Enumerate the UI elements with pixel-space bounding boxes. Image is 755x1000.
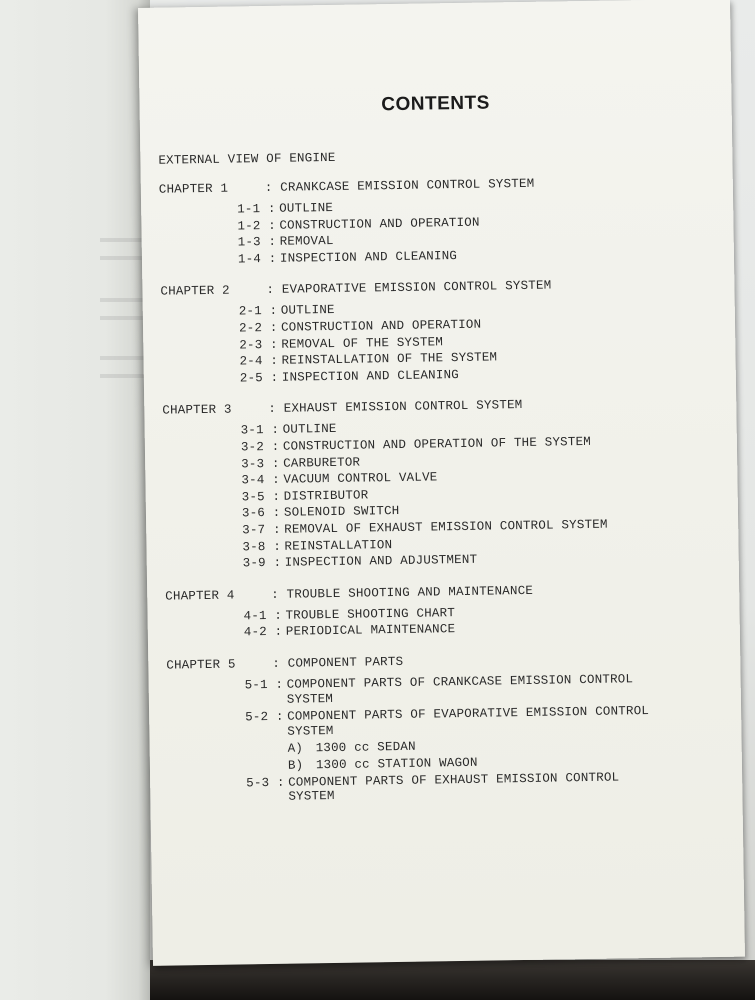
chapter-heading	[166, 655, 403, 673]
section-title: INSPECTION AND ADJUSTMENT	[284, 552, 478, 570]
section-entry	[238, 234, 334, 250]
section-title-continued: SYSTEM	[288, 789, 335, 804]
section-entry	[239, 335, 443, 352]
section-title: CONSTRUCTION AND OPERATION	[279, 215, 480, 233]
section-number: 3-3 :	[241, 456, 280, 472]
chapter-title: : EXHAUST EMISSION CONTROL SYSTEM	[268, 398, 523, 417]
external-view-entry	[158, 151, 335, 168]
subsection-entry	[288, 740, 416, 756]
section-number: 3-6 :	[241, 506, 281, 521]
section-entry	[243, 553, 478, 571]
left-page	[0, 0, 150, 1000]
external-view-label: EXTERNAL VIEW OF ENGINE	[158, 150, 336, 168]
section-number: 1-2 :	[237, 218, 277, 234]
section-title: OUTLINE	[280, 303, 335, 319]
chapter-title: : COMPONENT PARTS	[272, 654, 404, 671]
section-title: REINSTALLATION	[284, 537, 393, 554]
section-title: INSPECTION AND CLEANING	[281, 367, 460, 385]
section-title: REMOVAL OF THE SYSTEM	[281, 334, 444, 352]
section-title: REMOVAL OF EXHAUST EMISSION CONTROL SYSTEM	[284, 517, 608, 537]
subsection-title: 1300 cc STATION WAGON	[315, 755, 478, 773]
section-number: 4-2 :	[243, 625, 283, 640]
section-entry	[239, 303, 335, 319]
section-entry	[240, 368, 459, 385]
section-entry	[238, 249, 457, 266]
section-number: 3-1 :	[240, 423, 280, 438]
section-title: SOLENOID SWITCH	[283, 504, 400, 521]
section-entry	[246, 770, 619, 790]
section-number: 2-4 :	[239, 354, 279, 369]
section-title: OUTLINE	[282, 422, 337, 438]
section-number: 2-2 :	[238, 320, 278, 336]
subsection-mark: A)	[287, 741, 304, 757]
section-number: 3-8 :	[242, 539, 282, 555]
section-title: OUTLINE	[279, 200, 334, 216]
section-entry	[245, 704, 649, 724]
section-number: 4-1 :	[243, 608, 283, 624]
section-entry-continued	[288, 789, 334, 804]
subsection-entry	[288, 756, 478, 773]
section-entry	[241, 471, 437, 488]
section-entry	[243, 606, 455, 623]
section-title: VACUUM CONTROL VALVE	[283, 470, 438, 487]
table-surface	[150, 960, 755, 1000]
section-entry	[242, 488, 369, 504]
chapter-heading	[159, 177, 535, 197]
section-title: COMPONENT PARTS OF CRANKCASE EMISSION CONTROL	[286, 672, 634, 692]
section-number: 3-9 :	[242, 556, 282, 571]
section-title: DISTRIBUTOR	[283, 488, 369, 504]
section-number: 3-7 :	[242, 522, 281, 538]
table-of-contents	[138, 0, 745, 966]
subsection-title: 1300 cc SEDAN	[315, 740, 416, 756]
section-entry	[237, 201, 333, 217]
section-title-continued: SYSTEM	[287, 723, 334, 739]
chapter-number: CHAPTER 5	[166, 657, 236, 673]
section-title: CONSTRUCTION AND OPERATION	[280, 317, 482, 335]
chapter-heading	[162, 398, 522, 418]
section-number: 5-1 :	[244, 677, 284, 693]
section-title: INSPECTION AND CLEANING	[279, 248, 458, 266]
section-number: 3-5 :	[241, 489, 281, 505]
section-entry	[239, 351, 497, 369]
section-entry	[237, 215, 479, 233]
section-entry	[239, 318, 481, 336]
section-number: 2-5 :	[239, 370, 279, 386]
section-title: TROUBLE SHOOTING CHART	[285, 605, 456, 623]
section-number: 1-1 :	[237, 201, 276, 217]
section-number: 3-4 :	[241, 473, 281, 488]
section-entry	[242, 538, 392, 554]
section-number: 3-2 :	[240, 439, 280, 455]
section-title: COMPONENT PARTS OF EVAPORATIVE EMISSION CONTROL	[287, 704, 650, 724]
chapter-number: CHAPTER 3	[162, 402, 232, 419]
section-entry-continued	[287, 724, 333, 739]
section-title: COMPONENT PARTS OF EXHAUST EMISSION CONTROL	[288, 770, 620, 790]
section-title: REMOVAL	[279, 234, 334, 249]
section-entry	[241, 455, 360, 471]
section-title: CONSTRUCTION AND OPERATION OF THE SYSTEM	[282, 434, 592, 454]
section-entry	[242, 518, 608, 538]
section-entry	[244, 622, 456, 639]
chapter-heading	[160, 279, 551, 299]
section-number: 2-3 :	[239, 337, 278, 353]
section-number: 2-1 :	[238, 304, 278, 319]
chapter-title: : EVAPORATIVE EMISSION CONTROL SYSTEM	[266, 278, 552, 298]
chapter-title: : CRANKCASE EMISSION CONTROL SYSTEM	[264, 176, 535, 196]
section-entry-continued	[287, 692, 333, 707]
chapter-heading	[165, 584, 533, 604]
chapter-number: CHAPTER 1	[158, 181, 229, 197]
section-entry	[245, 672, 634, 692]
section-entry	[241, 422, 337, 438]
section-number: 1-3 :	[237, 235, 277, 250]
section-title: PERIODICAL MAINTENANCE	[285, 622, 456, 640]
section-title: CARBURETOR	[283, 455, 361, 471]
chapter-number: CHAPTER 2	[160, 283, 230, 300]
section-number: 5-3 :	[246, 775, 285, 790]
chapter-number: CHAPTER 4	[165, 588, 235, 604]
subsection-mark: B)	[287, 758, 304, 773]
page-title: CONTENTS	[381, 92, 490, 116]
section-entry	[242, 504, 400, 520]
contents-page	[138, 0, 745, 966]
section-entry	[241, 435, 591, 454]
section-title-continued: SYSTEM	[286, 691, 334, 707]
section-title: REINSTALLATION OF THE SYSTEM	[281, 350, 498, 368]
section-number: 1-4 :	[237, 251, 277, 267]
section-number: 5-2 :	[245, 709, 284, 725]
chapter-title: : TROUBLE SHOOTING AND MAINTENANCE	[271, 583, 534, 602]
